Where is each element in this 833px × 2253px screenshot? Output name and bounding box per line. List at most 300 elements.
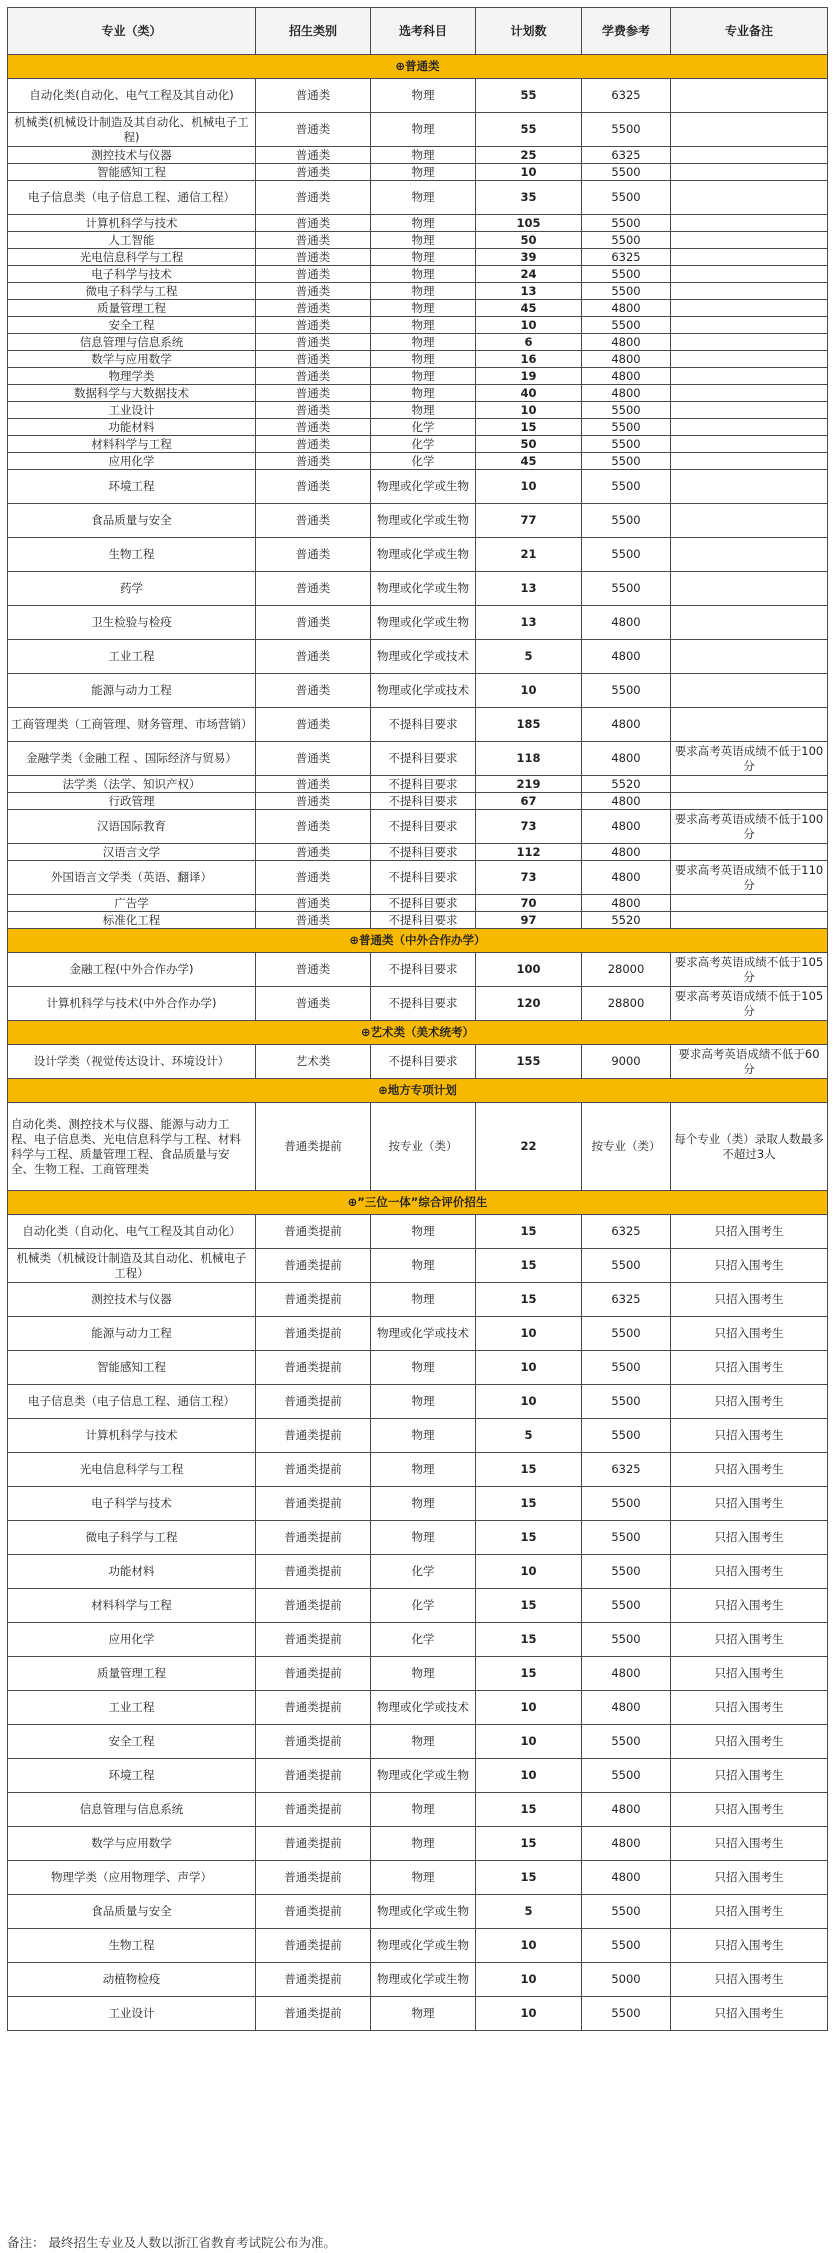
remarks-cell	[671, 266, 828, 283]
tuition-cell: 5500	[582, 232, 671, 249]
table-row	[8, 1691, 828, 1725]
plan-count-cell: 73	[476, 810, 582, 844]
table-row	[8, 232, 828, 249]
table-row	[8, 317, 828, 334]
subjects-cell: 物理	[371, 1657, 476, 1691]
tuition-cell: 4800	[582, 1657, 671, 1691]
plan-count-cell: 15	[476, 1827, 582, 1861]
major-cell: 自动化类（自动化、电气工程及其自动化）	[8, 1215, 256, 1249]
subjects-cell: 物理	[371, 300, 476, 317]
tuition-cell: 4800	[582, 351, 671, 368]
major-cell: 金融工程(中外合作办学)	[8, 953, 256, 987]
tuition-cell: 6325	[582, 147, 671, 164]
tuition-cell: 5500	[582, 436, 671, 453]
category-cell: 普通类提前	[256, 1691, 371, 1725]
remarks-cell: 要求高考英语成绩不低于100分	[671, 810, 828, 844]
table-row	[8, 419, 828, 436]
category-cell: 普通类	[256, 317, 371, 334]
subjects-cell: 物理或化学或生物	[371, 1759, 476, 1793]
major-cell: 金融学类（金融工程 、国际经济与贸易）	[8, 742, 256, 776]
major-cell: 汉语国际教育	[8, 810, 256, 844]
plan-count-cell: 219	[476, 776, 582, 793]
tuition-cell: 28000	[582, 953, 671, 987]
tuition-cell: 5000	[582, 1963, 671, 1997]
category-cell: 普通类提前	[256, 1929, 371, 1963]
subjects-cell: 物理或化学或技术	[371, 640, 476, 674]
table-row	[8, 742, 828, 776]
tuition-cell: 5500	[582, 215, 671, 232]
plan-count-cell: 13	[476, 606, 582, 640]
category-cell: 普通类	[256, 368, 371, 385]
category-cell: 艺术类	[256, 1045, 371, 1079]
table-row	[8, 1103, 828, 1191]
category-cell: 普通类	[256, 504, 371, 538]
table-row	[8, 436, 828, 453]
subjects-cell: 不提科目要求	[371, 861, 476, 895]
table-row	[8, 147, 828, 164]
plan-count-cell: 40	[476, 385, 582, 402]
remarks-cell	[671, 368, 828, 385]
remarks-cell: 只招入围考生	[671, 1861, 828, 1895]
category-cell: 普通类提前	[256, 1385, 371, 1419]
table-row	[8, 953, 828, 987]
tuition-cell: 4800	[582, 793, 671, 810]
major-cell: 物理学类（应用物理学、声学）	[8, 1861, 256, 1895]
remarks-cell	[671, 232, 828, 249]
subjects-cell: 化学	[371, 419, 476, 436]
subjects-cell: 物理	[371, 1997, 476, 2031]
subjects-cell: 物理	[371, 334, 476, 351]
major-cell: 工业工程	[8, 1691, 256, 1725]
plan-count-cell: 13	[476, 283, 582, 300]
remarks-cell	[671, 249, 828, 266]
category-cell: 普通类	[256, 181, 371, 215]
major-cell: 工业设计	[8, 1997, 256, 2031]
subjects-cell: 物理	[371, 147, 476, 164]
remarks-cell: 要求高考英语成绩不低于105分	[671, 987, 828, 1021]
header-subjects: 选考科目	[371, 8, 476, 55]
plan-count-cell: 10	[476, 317, 582, 334]
remarks-cell: 只招入围考生	[671, 1827, 828, 1861]
subjects-cell: 物理或化学或技术	[371, 674, 476, 708]
section-header-row	[8, 1021, 828, 1045]
tuition-cell: 28800	[582, 987, 671, 1021]
plan-count-cell: 77	[476, 504, 582, 538]
major-cell: 行政管理	[8, 793, 256, 810]
plan-count-cell: 15	[476, 1793, 582, 1827]
major-cell: 信息管理与信息系统	[8, 334, 256, 351]
plan-count-cell: 73	[476, 861, 582, 895]
category-cell: 普通类提前	[256, 1827, 371, 1861]
major-cell: 机械类（机械设计制造及其自动化、机械电子工程）	[8, 1249, 256, 1283]
plan-count-cell: 10	[476, 1997, 582, 2031]
subjects-cell: 物理	[371, 266, 476, 283]
plan-count-cell: 6	[476, 334, 582, 351]
category-cell: 普通类	[256, 742, 371, 776]
remarks-cell: 只招入围考生	[671, 1691, 828, 1725]
enrollment-plan-table-container	[7, 7, 827, 2031]
category-cell: 普通类提前	[256, 1997, 371, 2031]
subjects-cell: 不提科目要求	[371, 793, 476, 810]
major-cell: 广告学	[8, 895, 256, 912]
tuition-cell: 5500	[582, 674, 671, 708]
remarks-cell	[671, 79, 828, 113]
tuition-cell: 5500	[582, 470, 671, 504]
tuition-cell: 5500	[582, 1997, 671, 2031]
tuition-cell: 6325	[582, 79, 671, 113]
category-cell: 普通类	[256, 776, 371, 793]
plan-count-cell: 22	[476, 1103, 582, 1191]
major-cell: 机械类(机械设计制造及其自动化、机械电子工程)	[8, 113, 256, 147]
major-cell: 自动化类(自动化、电气工程及其自动化)	[8, 79, 256, 113]
section-title: ⊕”三位一体”综合评价招生	[8, 1191, 828, 1215]
category-cell: 普通类	[256, 79, 371, 113]
remarks-cell: 只招入围考生	[671, 1249, 828, 1283]
tuition-cell: 9000	[582, 1045, 671, 1079]
subjects-cell: 物理	[371, 1521, 476, 1555]
subjects-cell: 物理	[371, 249, 476, 266]
remarks-cell: 只招入围考生	[671, 1351, 828, 1385]
major-cell: 数学与应用数学	[8, 1827, 256, 1861]
subjects-cell: 物理	[371, 1249, 476, 1283]
plan-count-cell: 10	[476, 1725, 582, 1759]
header-row	[8, 8, 828, 55]
table-row	[8, 1351, 828, 1385]
remarks-cell	[671, 538, 828, 572]
category-cell: 普通类提前	[256, 1453, 371, 1487]
subjects-cell: 化学	[371, 436, 476, 453]
remarks-cell	[671, 895, 828, 912]
category-cell: 普通类提前	[256, 1351, 371, 1385]
category-cell: 普通类	[256, 861, 371, 895]
subjects-cell: 物理	[371, 1419, 476, 1453]
plan-count-cell: 10	[476, 402, 582, 419]
tuition-cell: 5500	[582, 572, 671, 606]
remarks-cell	[671, 912, 828, 929]
category-cell: 普通类	[256, 953, 371, 987]
table-row	[8, 912, 828, 929]
tuition-cell: 5500	[582, 419, 671, 436]
header-category: 招生类别	[256, 8, 371, 55]
plan-count-cell: 15	[476, 1623, 582, 1657]
subjects-cell: 不提科目要求	[371, 742, 476, 776]
subjects-cell: 物理	[371, 1283, 476, 1317]
subjects-cell: 物理或化学或生物	[371, 470, 476, 504]
major-cell: 电子信息类（电子信息工程、通信工程）	[8, 1385, 256, 1419]
remarks-cell	[671, 453, 828, 470]
major-cell: 工业工程	[8, 640, 256, 674]
tuition-cell: 4800	[582, 742, 671, 776]
major-cell: 电子信息类（电子信息工程、通信工程）	[8, 181, 256, 215]
subjects-cell: 物理或化学或技术	[371, 1691, 476, 1725]
table-row	[8, 708, 828, 742]
category-cell: 普通类	[256, 895, 371, 912]
plan-count-cell: 10	[476, 1317, 582, 1351]
subjects-cell: 物理	[371, 1487, 476, 1521]
category-cell: 普通类	[256, 402, 371, 419]
plan-count-cell: 15	[476, 1487, 582, 1521]
tuition-cell: 5500	[582, 181, 671, 215]
table-row	[8, 334, 828, 351]
category-cell: 普通类	[256, 300, 371, 317]
major-cell: 计算机科学与技术(中外合作办学)	[8, 987, 256, 1021]
subjects-cell: 物理	[371, 1725, 476, 1759]
table-row	[8, 1623, 828, 1657]
major-cell: 生物工程	[8, 538, 256, 572]
tuition-cell: 5500	[582, 1759, 671, 1793]
table-row	[8, 164, 828, 181]
plan-count-cell: 50	[476, 436, 582, 453]
remarks-cell: 每个专业（类）录取人数最多不超过3人	[671, 1103, 828, 1191]
table-row	[8, 368, 828, 385]
remarks-cell: 只招入围考生	[671, 1419, 828, 1453]
category-cell: 普通类提前	[256, 1419, 371, 1453]
major-cell: 卫生检验与检疫	[8, 606, 256, 640]
remarks-cell	[671, 215, 828, 232]
table-row	[8, 1589, 828, 1623]
plan-count-cell: 100	[476, 953, 582, 987]
table-row	[8, 1657, 828, 1691]
subjects-cell: 不提科目要求	[371, 895, 476, 912]
remarks-cell	[671, 793, 828, 810]
subjects-cell: 化学	[371, 1589, 476, 1623]
tuition-cell: 4800	[582, 300, 671, 317]
table-row	[8, 1997, 828, 2031]
footer-note: 备注： 最终招生专业及人数以浙江省教育考试院公布为准。	[7, 2235, 336, 2250]
remarks-cell: 只招入围考生	[671, 1589, 828, 1623]
remarks-cell: 只招入围考生	[671, 1895, 828, 1929]
plan-count-cell: 50	[476, 232, 582, 249]
table-row	[8, 793, 828, 810]
major-cell: 数学与应用数学	[8, 351, 256, 368]
category-cell: 普通类	[256, 912, 371, 929]
table-row	[8, 385, 828, 402]
enrollment-plan-table	[7, 7, 828, 2031]
major-cell: 环境工程	[8, 470, 256, 504]
tuition-cell: 5500	[582, 164, 671, 181]
plan-count-cell: 67	[476, 793, 582, 810]
tuition-cell: 5500	[582, 1555, 671, 1589]
plan-count-cell: 120	[476, 987, 582, 1021]
subjects-cell: 物理或化学或生物	[371, 606, 476, 640]
category-cell: 普通类	[256, 606, 371, 640]
tuition-cell: 4800	[582, 708, 671, 742]
remarks-cell	[671, 317, 828, 334]
category-cell: 普通类	[256, 113, 371, 147]
plan-count-cell: 10	[476, 1963, 582, 1997]
tuition-cell: 5500	[582, 504, 671, 538]
remarks-cell	[671, 283, 828, 300]
plan-count-cell: 25	[476, 147, 582, 164]
remarks-cell: 只招入围考生	[671, 1555, 828, 1589]
subjects-cell: 物理	[371, 232, 476, 249]
table-row	[8, 1963, 828, 1997]
major-cell: 材料科学与工程	[8, 436, 256, 453]
subjects-cell: 物理	[371, 1827, 476, 1861]
major-cell: 质量管理工程	[8, 1657, 256, 1691]
plan-count-cell: 55	[476, 113, 582, 147]
plan-count-cell: 70	[476, 895, 582, 912]
category-cell: 普通类	[256, 164, 371, 181]
category-cell: 普通类提前	[256, 1283, 371, 1317]
tuition-cell: 4800	[582, 1861, 671, 1895]
plan-count-cell: 13	[476, 572, 582, 606]
table-row	[8, 572, 828, 606]
category-cell: 普通类	[256, 266, 371, 283]
major-cell: 外国语言文学类（英语、翻译）	[8, 861, 256, 895]
tuition-cell: 5500	[582, 1521, 671, 1555]
major-cell: 测控技术与仪器	[8, 147, 256, 164]
plan-count-cell: 10	[476, 1929, 582, 1963]
plan-count-cell: 15	[476, 1249, 582, 1283]
section-header-row	[8, 929, 828, 953]
table-row	[8, 1895, 828, 1929]
plan-count-cell: 24	[476, 266, 582, 283]
remarks-cell: 只招入围考生	[671, 1521, 828, 1555]
tuition-cell: 6325	[582, 1453, 671, 1487]
category-cell: 普通类提前	[256, 1555, 371, 1589]
major-cell: 功能材料	[8, 419, 256, 436]
category-cell: 普通类提前	[256, 1895, 371, 1929]
tuition-cell: 6325	[582, 1283, 671, 1317]
remarks-cell: 只招入围考生	[671, 1487, 828, 1521]
remarks-cell	[671, 606, 828, 640]
major-cell: 计算机科学与技术	[8, 215, 256, 232]
tuition-cell: 5500	[582, 1623, 671, 1657]
table-row	[8, 1453, 828, 1487]
plan-count-cell: 10	[476, 1691, 582, 1725]
subjects-cell: 物理	[371, 1215, 476, 1249]
major-cell: 食品质量与安全	[8, 504, 256, 538]
tuition-cell: 5500	[582, 283, 671, 300]
remarks-cell	[671, 470, 828, 504]
subjects-cell: 物理	[371, 215, 476, 232]
tuition-cell: 按专业（类）	[582, 1103, 671, 1191]
tuition-cell: 5500	[582, 1419, 671, 1453]
table-row	[8, 861, 828, 895]
tuition-cell: 6325	[582, 1215, 671, 1249]
table-row	[8, 181, 828, 215]
major-cell: 智能感知工程	[8, 1351, 256, 1385]
plan-count-cell: 105	[476, 215, 582, 232]
remarks-cell	[671, 113, 828, 147]
remarks-cell	[671, 402, 828, 419]
tuition-cell: 5520	[582, 912, 671, 929]
major-cell: 光电信息科学与工程	[8, 1453, 256, 1487]
tuition-cell: 4800	[582, 385, 671, 402]
subjects-cell: 按专业（类）	[371, 1103, 476, 1191]
tuition-cell: 5500	[582, 1249, 671, 1283]
major-cell: 微电子科学与工程	[8, 283, 256, 300]
subjects-cell: 物理或化学或生物	[371, 1895, 476, 1929]
category-cell: 普通类提前	[256, 1793, 371, 1827]
subjects-cell: 化学	[371, 1623, 476, 1657]
remarks-cell	[671, 300, 828, 317]
tuition-cell: 5500	[582, 1317, 671, 1351]
major-cell: 生物工程	[8, 1929, 256, 1963]
category-cell: 普通类提前	[256, 1317, 371, 1351]
table-body	[8, 55, 828, 2031]
remarks-cell	[671, 436, 828, 453]
remarks-cell: 只招入围考生	[671, 1725, 828, 1759]
remarks-cell	[671, 351, 828, 368]
plan-count-cell: 112	[476, 844, 582, 861]
major-cell: 汉语言文学	[8, 844, 256, 861]
plan-count-cell: 10	[476, 1759, 582, 1793]
remarks-cell	[671, 419, 828, 436]
subjects-cell: 物理	[371, 181, 476, 215]
category-cell: 普通类	[256, 987, 371, 1021]
remarks-cell: 只招入围考生	[671, 1997, 828, 2031]
table-row	[8, 266, 828, 283]
category-cell: 普通类提前	[256, 1521, 371, 1555]
category-cell: 普通类	[256, 640, 371, 674]
plan-count-cell: 15	[476, 1215, 582, 1249]
table-row	[8, 1215, 828, 1249]
major-cell: 标准化工程	[8, 912, 256, 929]
remarks-cell: 只招入围考生	[671, 1623, 828, 1657]
table-row	[8, 351, 828, 368]
plan-count-cell: 55	[476, 79, 582, 113]
remarks-cell	[671, 504, 828, 538]
tuition-cell: 5500	[582, 453, 671, 470]
category-cell: 普通类	[256, 453, 371, 470]
plan-count-cell: 118	[476, 742, 582, 776]
plan-count-cell: 35	[476, 181, 582, 215]
subjects-cell: 物理	[371, 283, 476, 300]
subjects-cell: 化学	[371, 453, 476, 470]
category-cell: 普通类	[256, 810, 371, 844]
category-cell: 普通类	[256, 436, 371, 453]
subjects-cell: 不提科目要求	[371, 810, 476, 844]
major-cell: 能源与动力工程	[8, 1317, 256, 1351]
tuition-cell: 5500	[582, 113, 671, 147]
major-cell: 微电子科学与工程	[8, 1521, 256, 1555]
tuition-cell: 5500	[582, 538, 671, 572]
category-cell: 普通类	[256, 334, 371, 351]
major-cell: 能源与动力工程	[8, 674, 256, 708]
tuition-cell: 5500	[582, 402, 671, 419]
section-header-row	[8, 1079, 828, 1103]
subjects-cell: 物理	[371, 1351, 476, 1385]
plan-count-cell: 10	[476, 674, 582, 708]
table-row	[8, 1385, 828, 1419]
remarks-cell	[671, 572, 828, 606]
plan-count-cell: 5	[476, 1895, 582, 1929]
plan-count-cell: 45	[476, 453, 582, 470]
remarks-cell	[671, 844, 828, 861]
category-cell: 普通类	[256, 470, 371, 504]
section-title: ⊕艺术类（美术统考）	[8, 1021, 828, 1045]
section-header-row	[8, 1191, 828, 1215]
major-cell: 人工智能	[8, 232, 256, 249]
category-cell: 普通类	[256, 215, 371, 232]
category-cell: 普通类	[256, 249, 371, 266]
subjects-cell: 物理	[371, 368, 476, 385]
tuition-cell: 4800	[582, 334, 671, 351]
table-row	[8, 402, 828, 419]
major-cell: 功能材料	[8, 1555, 256, 1589]
remarks-cell	[671, 776, 828, 793]
major-cell: 材料科学与工程	[8, 1589, 256, 1623]
table-row	[8, 1725, 828, 1759]
tuition-cell: 4800	[582, 606, 671, 640]
table-header	[8, 8, 828, 55]
category-cell: 普通类	[256, 385, 371, 402]
tuition-cell: 5500	[582, 266, 671, 283]
major-cell: 应用化学	[8, 453, 256, 470]
tuition-cell: 4800	[582, 844, 671, 861]
